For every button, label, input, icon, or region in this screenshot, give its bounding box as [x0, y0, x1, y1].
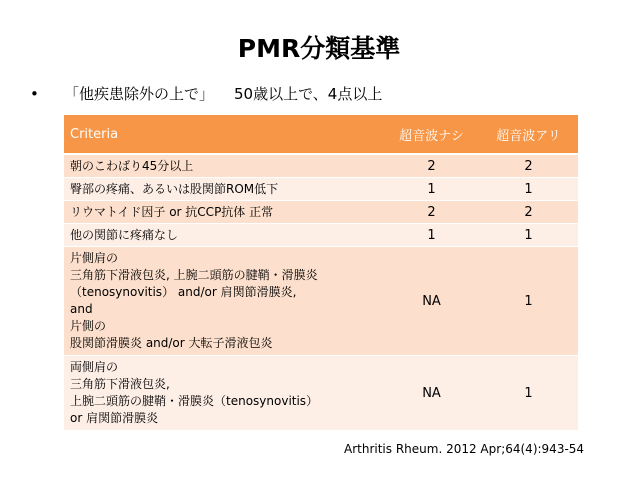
score-without-ultrasound: 2: [384, 201, 479, 224]
criterion-text: 朝のこわばり45分以上: [70, 158, 194, 173]
criterion-cell: [64, 356, 384, 431]
criterion-text: or 肩関節滑膜炎: [70, 411, 159, 425]
bullet-dot-icon: •: [30, 85, 39, 103]
criterion-text: 三角筋下滑液包炎, 上腕二頭筋の腱鞘・滑膜炎: [70, 268, 318, 282]
table-header-row: [64, 115, 578, 154]
criterion-cell: [64, 178, 384, 201]
header-without-ultrasound: 超音波ナシ: [384, 115, 479, 154]
score-with-ultrasound: 1: [479, 178, 578, 201]
criterion-cell: [64, 201, 384, 224]
criterion-cell: [64, 154, 384, 178]
score-with-ultrasound: 1: [479, 224, 578, 247]
criterion-cell: [64, 224, 384, 247]
table-row: [64, 356, 578, 431]
header-with-ultrasound: 超音波アリ: [479, 115, 578, 154]
score-with-ultrasound: 2: [479, 201, 578, 224]
bullet-point: [30, 84, 382, 104]
bullet-score-text: 50歳以上で、4点以上: [234, 85, 383, 103]
table-row: [64, 178, 578, 201]
criterion-text: 他の関節に疼痛なし: [70, 227, 179, 242]
table-row: [64, 224, 578, 247]
criterion-text: 片側肩の: [70, 251, 119, 265]
score-without-ultrasound: 1: [384, 178, 479, 201]
score-without-ultrasound: NA: [384, 356, 479, 431]
criterion-text: 片側の: [70, 319, 107, 333]
criterion-text: and: [70, 302, 93, 316]
criterion-text: （tenosynovitis） and/or 肩関節滑膜炎,: [70, 285, 297, 299]
criterion-text: 三角筋下滑液包炎,: [70, 377, 170, 391]
score-with-ultrasound: 1: [479, 247, 578, 356]
score-without-ultrasound: 1: [384, 224, 479, 247]
criterion-text: リウマトイド因子 or 抗CCP抗体 正常: [70, 204, 274, 219]
slide-title: PMR分類基準: [237, 34, 401, 63]
criterion-text: 股関節滑膜炎 and/or 大転子滑液包炎: [70, 336, 273, 350]
bullet-condition-text: 「他疾患除外の上で」: [64, 85, 215, 103]
score-with-ultrasound: 2: [479, 154, 578, 178]
table-row: [64, 154, 578, 178]
citation: Arthritis Rheum. 2012 Apr;64(4):943-54: [344, 442, 585, 456]
score-without-ultrasound: NA: [384, 247, 479, 356]
criterion-text: 臀部の疼痛、あるいは股関節ROM低下: [70, 181, 279, 196]
criterion-text: 両側肩の: [70, 360, 119, 374]
table-row: [64, 201, 578, 224]
header-criteria: Criteria: [64, 115, 384, 154]
score-with-ultrasound: 1: [479, 356, 578, 431]
table-row: [64, 247, 578, 356]
criterion-text: 上腕二頭筋の腱鞘・滑膜炎（tenosynovitis）: [70, 394, 319, 408]
table-body: [64, 154, 578, 431]
criterion-cell: [64, 247, 384, 356]
score-without-ultrasound: 2: [384, 154, 479, 178]
criteria-table: [64, 115, 578, 431]
